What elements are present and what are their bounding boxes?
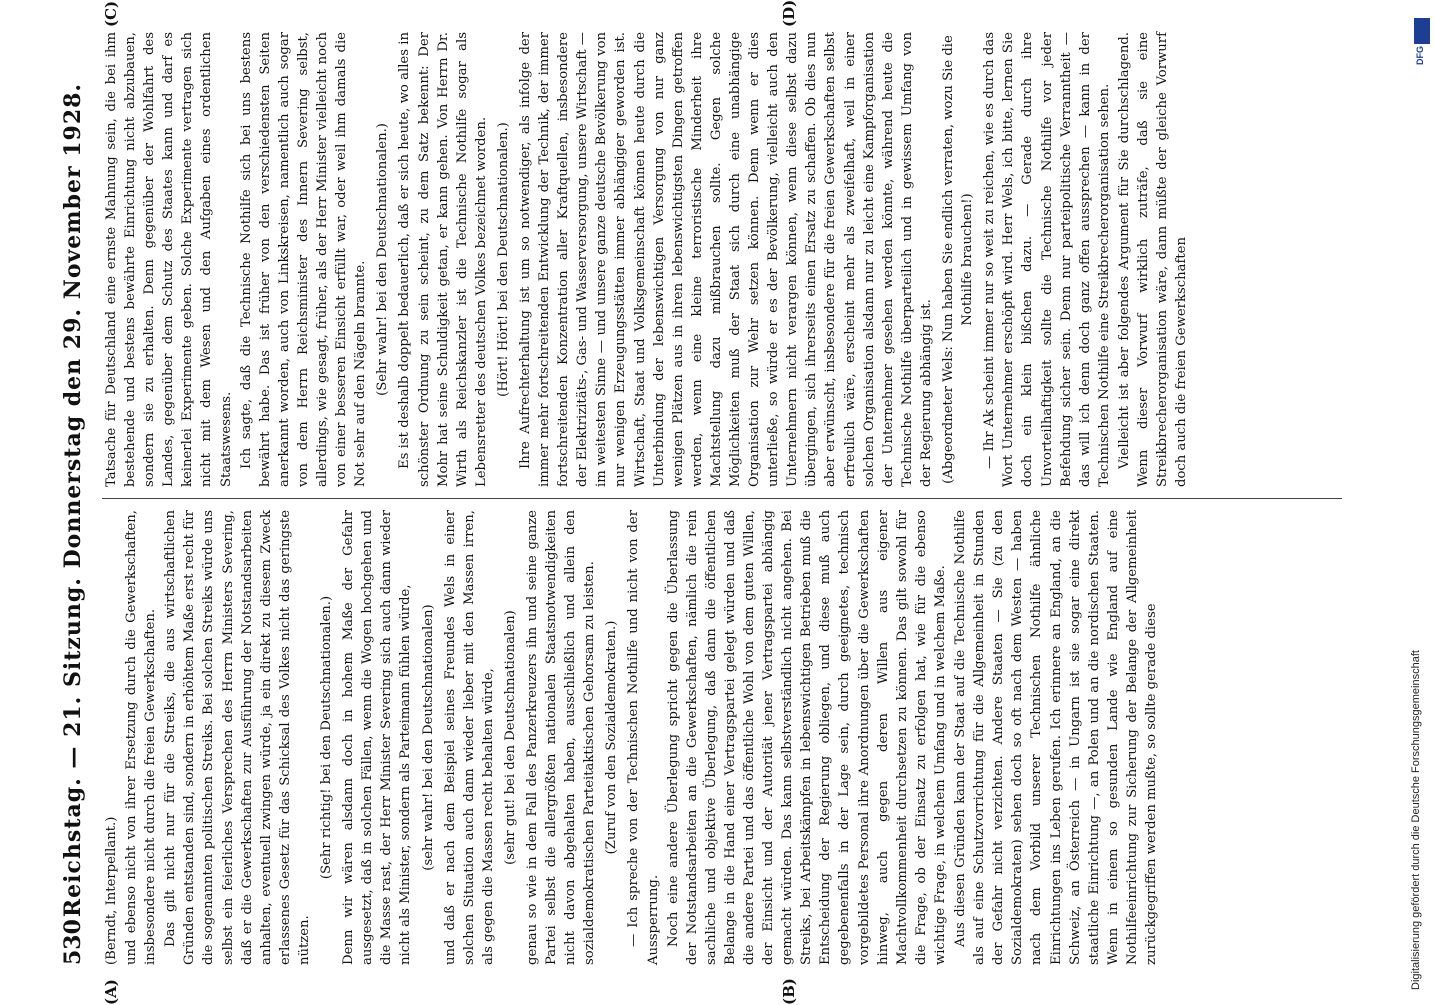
paragraph: und daß er nach dem Beispiel seines Freundes Wels in einer solchen Situation auch dann wieder lieber mit den Massen irren, als gegen die Massen recht behalten würde, xyxy=(442,510,496,965)
paragraph: Noch eine andere Überlegung spricht gegen die Überlassung der Notstandsarbeiten an die Gewerkschaften, nämlich die rein sachliche und objektive Überlegung, daß dann die öffentlichen Belange in die Hand einer Vertragspartei gelegt würden und daß die andere Partei und das öffentliche Wohl von dem guten Willen, der Einsicht und der Autorität jener Vertragspartei abhängig gemacht würden. Das kann selbstverständlich nicht angehen. Bei Streiks, bei Arbeitskämpfen in lebenswichtigen Betrieben muß die Entscheidung der Regierung obliegen, und diese muß auch gegebenenfalls in der Lage sein, durch geeignetes, technisch vorgebildetes Personal ihre Anordnungen über die Gewerkschaften hinweg, auch gegen deren Willen aus eigener Machtvollkommenheit durchsetzen zu können. Das gilt sowohl für die Frage, ob der Einsatz zu erfolgen hat, wie für die ebenso wichtige Frage, in welchem Umfang und in welchem Maße. xyxy=(665,510,948,965)
paragraph: Das gilt nicht nur für die Streiks, die aus wirtschaftlichen Gründen entstanden sind, sondern in erhöhtem Maße erst recht für die sogenannten politischen Streiks. Bei solchen Streiks würde uns selbst ein feierliches Versprechen des Herrn Ministers Severing, daß er die Gewerkschaften zur Ausführung der Notstandsarbeiten anhalten, eventuell zwingen würde, ja ein direkt zu diesem Zweck erlassenes Gesetz für das Schicksal des Volkes nicht das geringste nützen. xyxy=(163,510,312,965)
paragraph: — Ich spreche von der Technischen Nothilfe und nicht von der Aussperrung. xyxy=(626,510,661,965)
paragraph: Tatsache für Deutschland eine ernste Mahnung sein, die bei ihm bestehende und bestens bewährte Einrichtung nicht abzubauen, sondern sie zu erhalten. Denn gegenüber der Wohlfahrt des Landes, gegenüber dem Schutz des Staates kann und darf es keinerlei Experimente geben. Solche Experimente vertragen sich nicht mit dem Wesen und den Aufgaben eines ordentlichen Staatswesens. xyxy=(104,32,234,487)
dfg-watermark xyxy=(1410,12,1434,990)
dfg-logo-text: DFG xyxy=(1415,46,1425,65)
margin-marker-d: (D) xyxy=(780,0,798,27)
paragraph: Ihre Aufrechterhaltung ist um so notwendiger, als infolge der immer mehr fortschreitenden Entwicklung der Technik, der immer fortschreitenden Konzentration aller Kraftquellen, insbesondere der Elektrizitäts-, Gas- und Wasserversorgung, unsere Wirtschaft — im weitesten Sinne — und unsere ganze deutsche Bevölkerung von nur wenigen Erzeugungsstätten immer abhängiger geworden ist. Wirtschaft, Staat und Volksgemeinschaft können heute durch die Unterbindung der lebenswichtigen Versorgung von nur ganz wenigen Plätzen aus in ihren lebenswichtigsten Dingen getroffen werden, wenn eine kleine terroristische Minderheit ihre Machtstellung dazu mißbrauchen sollte. Gegen solche Möglichkeiten muß der Staat sich durch eine unabhängige Organisation zur Wehr setzen können. Denn wenn er dies unterließe, so würde er es der Bevölkerung, vielleicht auch den Unternehmern nicht verargen können, wenn diese selbst dazu übergingen, sich ihrerseits einen Ersatz zu schaffen. Ob dies nun aber erwünscht, insbesondere für die freien Gewerkschaften selbst erfreulich wäre, erscheint mehr als zweifelhaft, weil in einer solchen Organisation alsdann nur zu leicht eine Kampforganisation der Unternehmer gesehen werden könnte, während heute die Technische Nothilfe überparteilich und in gewissem Umfang von der Regierung abhängig ist. xyxy=(517,32,934,487)
interjection: (Sehr richtig! bei den Deutschnationalen.) xyxy=(319,595,335,880)
page-title: Reichstag. — 21. Sitzung. Donnerstag den 29. November 1928. xyxy=(60,82,86,918)
margin-marker-a: (A) xyxy=(102,979,120,1005)
interjection: (Hört! Hört! bei den Deutschnationalen.) xyxy=(495,122,511,397)
paragraph: Ich sagte, daß die Technische Nothilfe sich bei uns bestens bewährt habe. Das ist früher von den verschiedensten Seiten anerkannt worden, auch von Linkskreisen, namentlich auch sogar von dem Herrn Reichsminister des Innern Severing selbst, allerdings, wie gesagt, früher, als der Herr Minister vielleicht noch von einer besseren Einsicht erfüllt war, oder weil ihm damals die Not sehr auf den Nägeln brannte. xyxy=(238,32,369,487)
margin-marker-c: (C) xyxy=(102,0,120,27)
interjection: (sehr wahr! bei den Deutschnationalen) xyxy=(420,604,436,871)
page-number: 530 xyxy=(60,919,86,965)
interjection: (Zuruf von den Sozialdemokraten.) xyxy=(604,620,620,855)
left-column xyxy=(102,510,1162,965)
interjection: (Sehr wahr! bei den Deutschnationalen.) xyxy=(375,123,391,396)
paragraph: Denn wir wären alsdann doch in hohem Maße der Gefahr ausgesetzt, daß in solchen Fällen, wenn die Wogen hochgehen und die Masse rast, der Herr Minister Severing sich auch dann wieder nicht als Minister, sondern als Parteimann fühlen würde, xyxy=(341,510,414,965)
rotated-document xyxy=(60,0,1360,1005)
interjection: (sehr gut! bei den Deutschnationalen) xyxy=(502,610,518,865)
paragraph: genau so wie in dem Fall des Panzerkreuzers ihn und seine ganze Partei selbst die allergrößten nationalen Staatsnotwendigkeiten nicht davon abgehalten haben, ausschließlich und allein den sozialdemokratischen Parteitaktischen Gehorsam zu leisten. xyxy=(524,510,598,965)
page-header xyxy=(60,35,90,965)
paragraph: — Ihr Ak scheint immer nur so weit zu reichen, wie es durch das Wort Unternehmer erschöpft wird. Herr Wels, ich bitte, lernen Sie doch ein klein bißchen dazu. — Gerade durch ihre Unvorteilhaftigkeit sollte die Technische Nothilfe vor jeder Befehdung sicher sein. Denn nur parteipolitische Verranntheit — das will ich denn doch ganz offen aussprechen — kann in der Technischen Nothilfe eine Streikbrecherorganisation sehen. xyxy=(982,32,1112,487)
right-column xyxy=(102,32,1192,487)
paragraph: Vielleicht ist aber folgendes Argument für Sie durchschlagend. Wenn dieser Vorwurf wirklich zuträfe, daß sie eine Streikbrecherorganisation wäre, dann müßte der gleiche Vorwurf doch auch die freien Gewerkschaften xyxy=(1116,32,1190,487)
paragraph: und ebenso nicht von ihrer Ersetzung durch die Gewerkschaften, insbesondere nicht durch die freien Gewerkschaften. xyxy=(124,510,159,965)
interjection: (Abgeordneter Wels: Nun haben Sie endlich verraten, wozu Sie die Nothilfe brauchen!) xyxy=(941,35,976,484)
paragraph: Aus diesen Gründen kann der Staat auf die Technische Nothilfe als auf eine Schutzvorrichtung für die Allgemeinheit in Stunden der Gefahr nicht verzichten. Andere Staaten — Sie (zu den Sozialdemokraten) sehen doch so oft nach dem Westen — haben nach dem Vorbild unserer Technischen Nothilfe ähnliche Einrichtungen ins Leben gerufen. Ich erinnere an England, an die Schweiz, an Österreich — in Ungarn ist sie sogar eine direkt staatliche Einrichtung —, an Polen und an die nordischen Staaten. Wenn in einem so gesunden Lande wie England auf eine Nothilfeeinrichtung zur Sicherung der Belange der Allgemeinheit zurückgegriffen werden mußte, so sollte gerade diese xyxy=(953,510,1159,965)
margin-marker-b: (B) xyxy=(780,978,798,1005)
speaker-label: (Berndt, Interpellant.) xyxy=(104,816,119,965)
column-divider xyxy=(102,498,1342,499)
paragraph: Es ist deshalb doppelt bedauerlich, daß er sich heute, wo alles in schönster Ordnung zu sein scheint, zu dem Satz bekennt: Der Mohr hat seine Schuldigkeit getan, er kann gehen. Von Herrn Dr. Wirth als Reichskanzler ist die Technische Nothilfe sogar als Lebensretter des deutschen Volkes bezeichnet worden. xyxy=(397,32,489,487)
watermark-text: Digitalisierung gefördert durch die Deutsche Forschungsgemeinschaft xyxy=(1410,650,1422,990)
